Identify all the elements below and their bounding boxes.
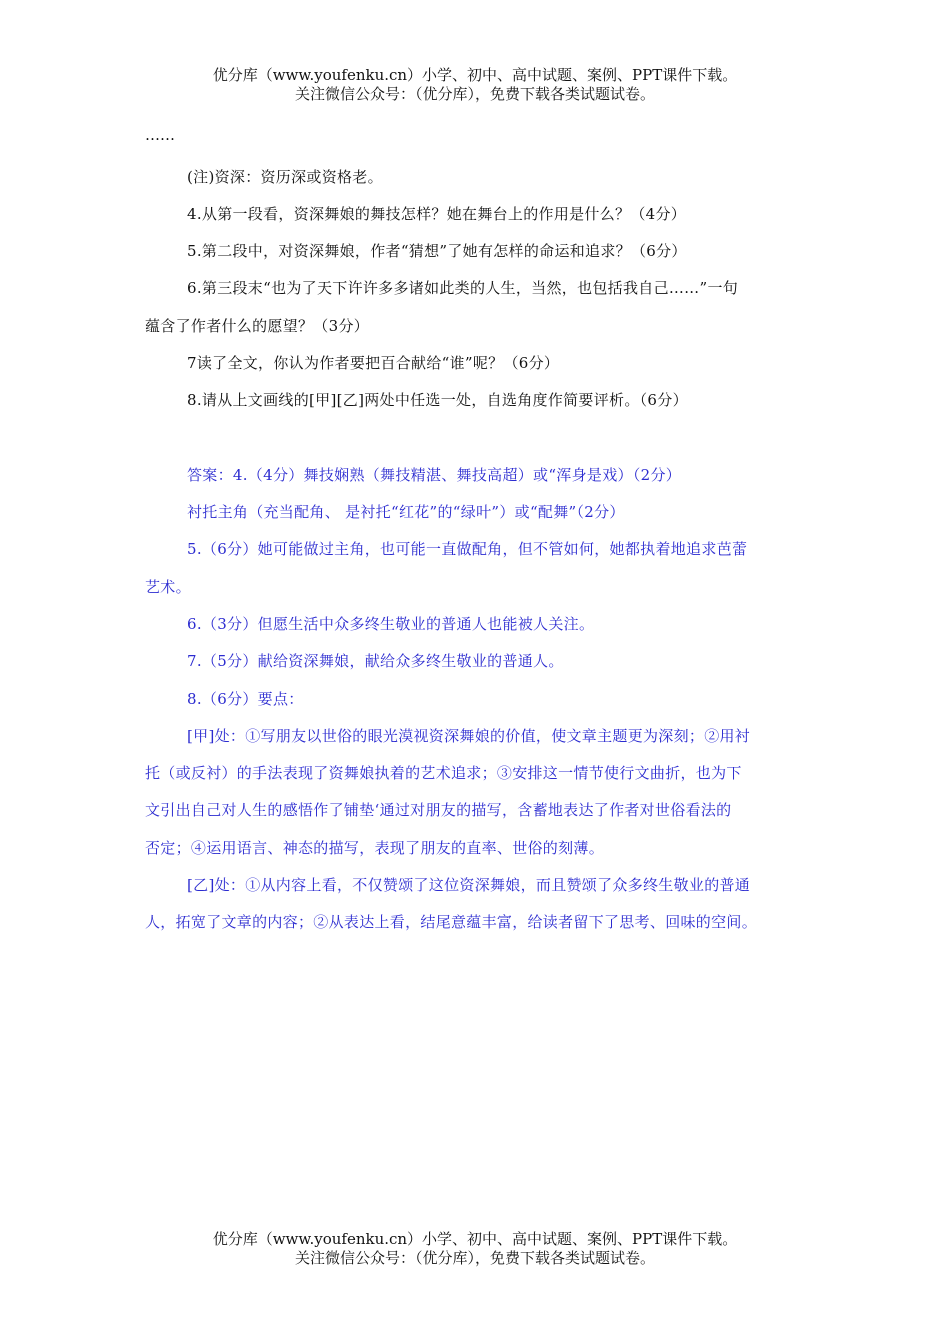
header-line-1: 优分库（www.youfenku.cn）小学、初中、高中试题、案例、PPT课件下载。	[212, 66, 738, 84]
ellipsis: ……	[145, 126, 175, 144]
answer-8-yi-line-2: 人，拓宽了文章的内容；②从表达上看，结尾意蕴丰富，给读者留下了思考、回味的空间。	[145, 913, 758, 931]
answer-7: 7.（5分）献给资深舞娘，献给众多终生敬业的普通人。	[187, 652, 564, 670]
answer-8-jia-line-2: 托（或反衬）的手法表现了资舞娘执着的艺术追求；③安排这一情节使行文曲折，也为下	[145, 764, 742, 782]
footer-line-2: 关注微信公众号：（优分库），免费下载各类试题试卷。	[294, 1249, 655, 1267]
answer-8-jia-line-3: 文引出自己对人生的感悟作了铺垫‘通过对朋友的描写，含蓄地表达了作者对世俗看法的	[145, 801, 732, 819]
question-7: 7读了全文，你认为作者要把百合献给“谁”呢？（6分）	[187, 354, 560, 372]
question-5: 5.第二段中，对资深舞娘，作者“猜想”了她有怎样的命运和追求？（6分）	[187, 242, 687, 260]
question-6-line-2: 蕴含了作者什么的愿望？（3分）	[145, 317, 370, 335]
note: (注)资深：资历深或资格老。	[187, 168, 383, 186]
question-6-line-1: 6.第三段末“也为了天下许许多多诸如此类的人生，当然，也包括我自己……”一句	[187, 279, 739, 297]
answer-8-yi-line-1: [乙]处：①从内容上看，不仅赞颂了这位资深舞娘，而且赞颂了众多终生敬业的普通	[187, 876, 751, 894]
footer-line-1: 优分库（www.youfenku.cn）小学、初中、高中试题、案例、PPT课件下载。	[212, 1230, 738, 1248]
answer-4-line-1: 答案：4.（4分）舞技娴熟（舞技精湛、舞技高超）或“浑身是戏）（2分）	[187, 466, 682, 484]
question-4: 4.从第一段看，资深舞娘的舞技怎样？她在舞台上的作用是什么？（4分）	[187, 205, 687, 223]
answer-8: 8.（6分）要点：	[187, 690, 304, 708]
answer-8-jia-line-1: [甲]处：①写朋友以世俗的眼光漠视资深舞娘的价值，使文章主题更为深刻；②用衬	[187, 727, 751, 745]
answer-4-line-2: 衬托主角（充当配角、 是衬托“红花”的“绿叶”）或“配舞”（2分）	[187, 503, 625, 521]
page-footer	[0, 1230, 950, 1268]
answer-5-line-1: 5.（6分）她可能做过主角，也可能一直做配角，但不管如何，她都执着地追求芭蕾	[187, 540, 748, 558]
header-line-2: 关注微信公众号：（优分库），免费下载各类试题试卷。	[294, 85, 655, 103]
answer-6: 6.（3分）但愿生活中众多终生敬业的普通人也能被人关注。	[187, 615, 595, 633]
answer-5-line-2: 艺术。	[145, 578, 191, 596]
page-header	[0, 66, 950, 104]
answer-8-jia-line-4: 否定；④运用语言、神态的描写，表现了朋友的直率、世俗的刻薄。	[145, 839, 605, 857]
question-8: 8.请从上文画线的[甲][乙]两处中任选一处，自选角度作简要评析。（6分）	[187, 391, 688, 409]
